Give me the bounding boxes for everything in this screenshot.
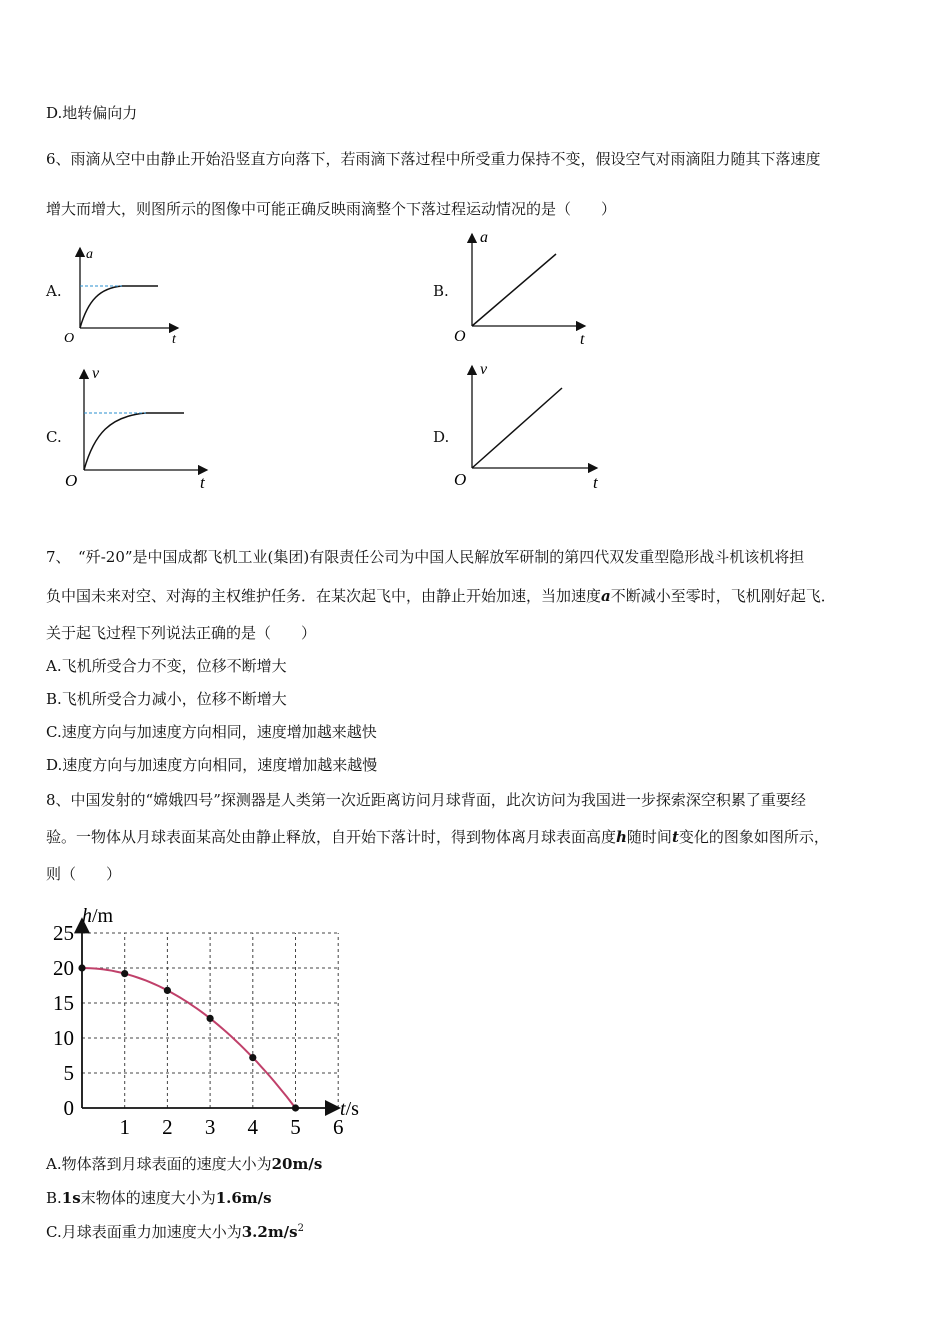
- data-point: [249, 1054, 256, 1061]
- q6-stem-line2: 增大而增大，则图所示的图像中可能正确反映雨滴整个下落过程运动情况的是（ ）: [46, 200, 617, 218]
- q8-option-c-value: 3.2m/s: [241, 1223, 298, 1241]
- q8-option-b: [46, 1187, 272, 1208]
- q6-graph-d: [450, 360, 610, 494]
- graph-d-origin: O: [454, 470, 467, 489]
- q6-graph-a: [60, 240, 190, 350]
- x-tick-label: 3: [204, 1115, 216, 1139]
- q7-option-d: D.速度方向与加速度方向相同，速度增加越来越慢: [46, 756, 378, 774]
- data-point: [207, 1015, 214, 1022]
- q6-option-c-label: C.: [46, 428, 62, 446]
- q8-option-a: [46, 1153, 322, 1174]
- y-tick-label: 0: [63, 1096, 74, 1120]
- x-tick-label: 6: [332, 1115, 344, 1139]
- graph-c-y-label: v: [92, 365, 100, 382]
- x-tick-label: 4: [247, 1115, 259, 1139]
- graph-a-y-label: a: [86, 247, 93, 262]
- q8-option-b-text: B.: [46, 1189, 62, 1207]
- q8-stem-line2-b: 随时间: [626, 828, 672, 846]
- q7-stem-line2-b: 不断减小至零时，飞机刚好起飞．: [610, 587, 836, 605]
- q8-var-t: t: [671, 828, 679, 846]
- q7-stem-line1: 7、 “歼-20”是中国成都飞机工业(集团)有限责任公司为中国人民解放军研制的第四代双发重型隐形战斗机该机将担: [46, 548, 805, 566]
- y-tick-label: 20: [53, 956, 74, 980]
- q6-graph-c: [62, 364, 222, 494]
- q7-option-b: B.飞机所受合力减小，位移不断增大: [46, 690, 287, 708]
- q8-option-b-value: 1.6m/s: [215, 1189, 272, 1207]
- y-tick-label: 15: [53, 991, 74, 1015]
- q8-stem-line3: 则（ ）: [46, 865, 122, 883]
- x-tick-label: 5: [290, 1115, 301, 1139]
- q6-option-d-label: D.: [433, 428, 450, 446]
- x-tick-label: 2: [162, 1115, 173, 1139]
- q7-option-a: A.飞机所受合力不变，位移不断增大: [46, 657, 287, 675]
- q5-option-d: D.地转偏向力: [46, 104, 138, 122]
- graph-b-y-label: a: [480, 229, 488, 246]
- q8-stem-line2-c: 变化的图象如图所示，: [678, 828, 829, 846]
- graph-c-origin: O: [65, 471, 78, 490]
- y-tick-label: 25: [53, 921, 74, 945]
- q7-stem-line2-a: 负中国未来对空、对海的主权维护任务．在某次起飞中，由静止开始加速，当加速度: [46, 587, 602, 605]
- q8-height-time-chart: [40, 900, 380, 1145]
- q8-option-a-value: 20m/s: [271, 1155, 323, 1173]
- graph-a-x-label: t: [172, 332, 176, 347]
- q8-stem-line2: [46, 826, 829, 847]
- q7-option-c: C.速度方向与加速度方向相同，速度增加越来越快: [46, 723, 377, 741]
- q8-var-h: h: [616, 828, 627, 846]
- graph-b-origin: O: [454, 328, 466, 345]
- chart-x-label: t/s: [340, 1098, 359, 1120]
- graph-d-x-label: t: [593, 473, 598, 492]
- q6-stem-line1: 6、雨滴从空中由静止开始沿竖直方向落下，若雨滴下落过程中所受重力保持不变，假设空气对雨滴阻力随其下落速度: [46, 150, 821, 168]
- q6-option-a-label: A.: [46, 282, 62, 300]
- q7-stem-line2: [46, 585, 836, 606]
- data-point: [164, 987, 171, 994]
- y-tick-label: 5: [63, 1061, 74, 1085]
- q8-stem-line2-a: 验。一物体从月球表面某高处由静止释放，自开始下落计时，得到物体离月球表面高度: [46, 828, 617, 846]
- data-point: [121, 970, 128, 977]
- x-tick-label: 1: [119, 1115, 130, 1139]
- q8-option-c-text: C.月球表面重力加速度大小为: [46, 1223, 242, 1241]
- q7-var-a: a: [601, 587, 611, 605]
- q7-stem-line3: 关于起飞过程下列说法正确的是（ ）: [46, 624, 317, 642]
- y-tick-label: 10: [53, 1026, 74, 1050]
- q6-graph-b: [450, 228, 600, 350]
- data-point: [292, 1104, 299, 1111]
- graph-d-y-label: v: [480, 361, 488, 378]
- q8-option-c: [46, 1221, 304, 1242]
- q8-option-c-sup: 2: [297, 1223, 304, 1234]
- chart-y-label: h/m: [82, 905, 114, 927]
- q8-option-a-text: A.物体落到月球表面的速度大小为: [46, 1155, 272, 1173]
- graph-c-x-label: t: [200, 473, 205, 492]
- q6-option-b-label: B.: [433, 282, 449, 300]
- graph-b-x-label: t: [580, 331, 585, 348]
- graph-a-origin: O: [64, 331, 75, 346]
- q8-stem-line1: 8、中国发射的“嫦娥四号”探测器是人类第一次近距离访问月球背面，此次访问为我国进一步探索深空积累了重要经: [46, 791, 806, 809]
- data-point: [78, 964, 85, 971]
- q8-option-b-mid: 末物体的速度大小为: [80, 1189, 216, 1207]
- q8-option-b-time: 1s: [61, 1189, 81, 1207]
